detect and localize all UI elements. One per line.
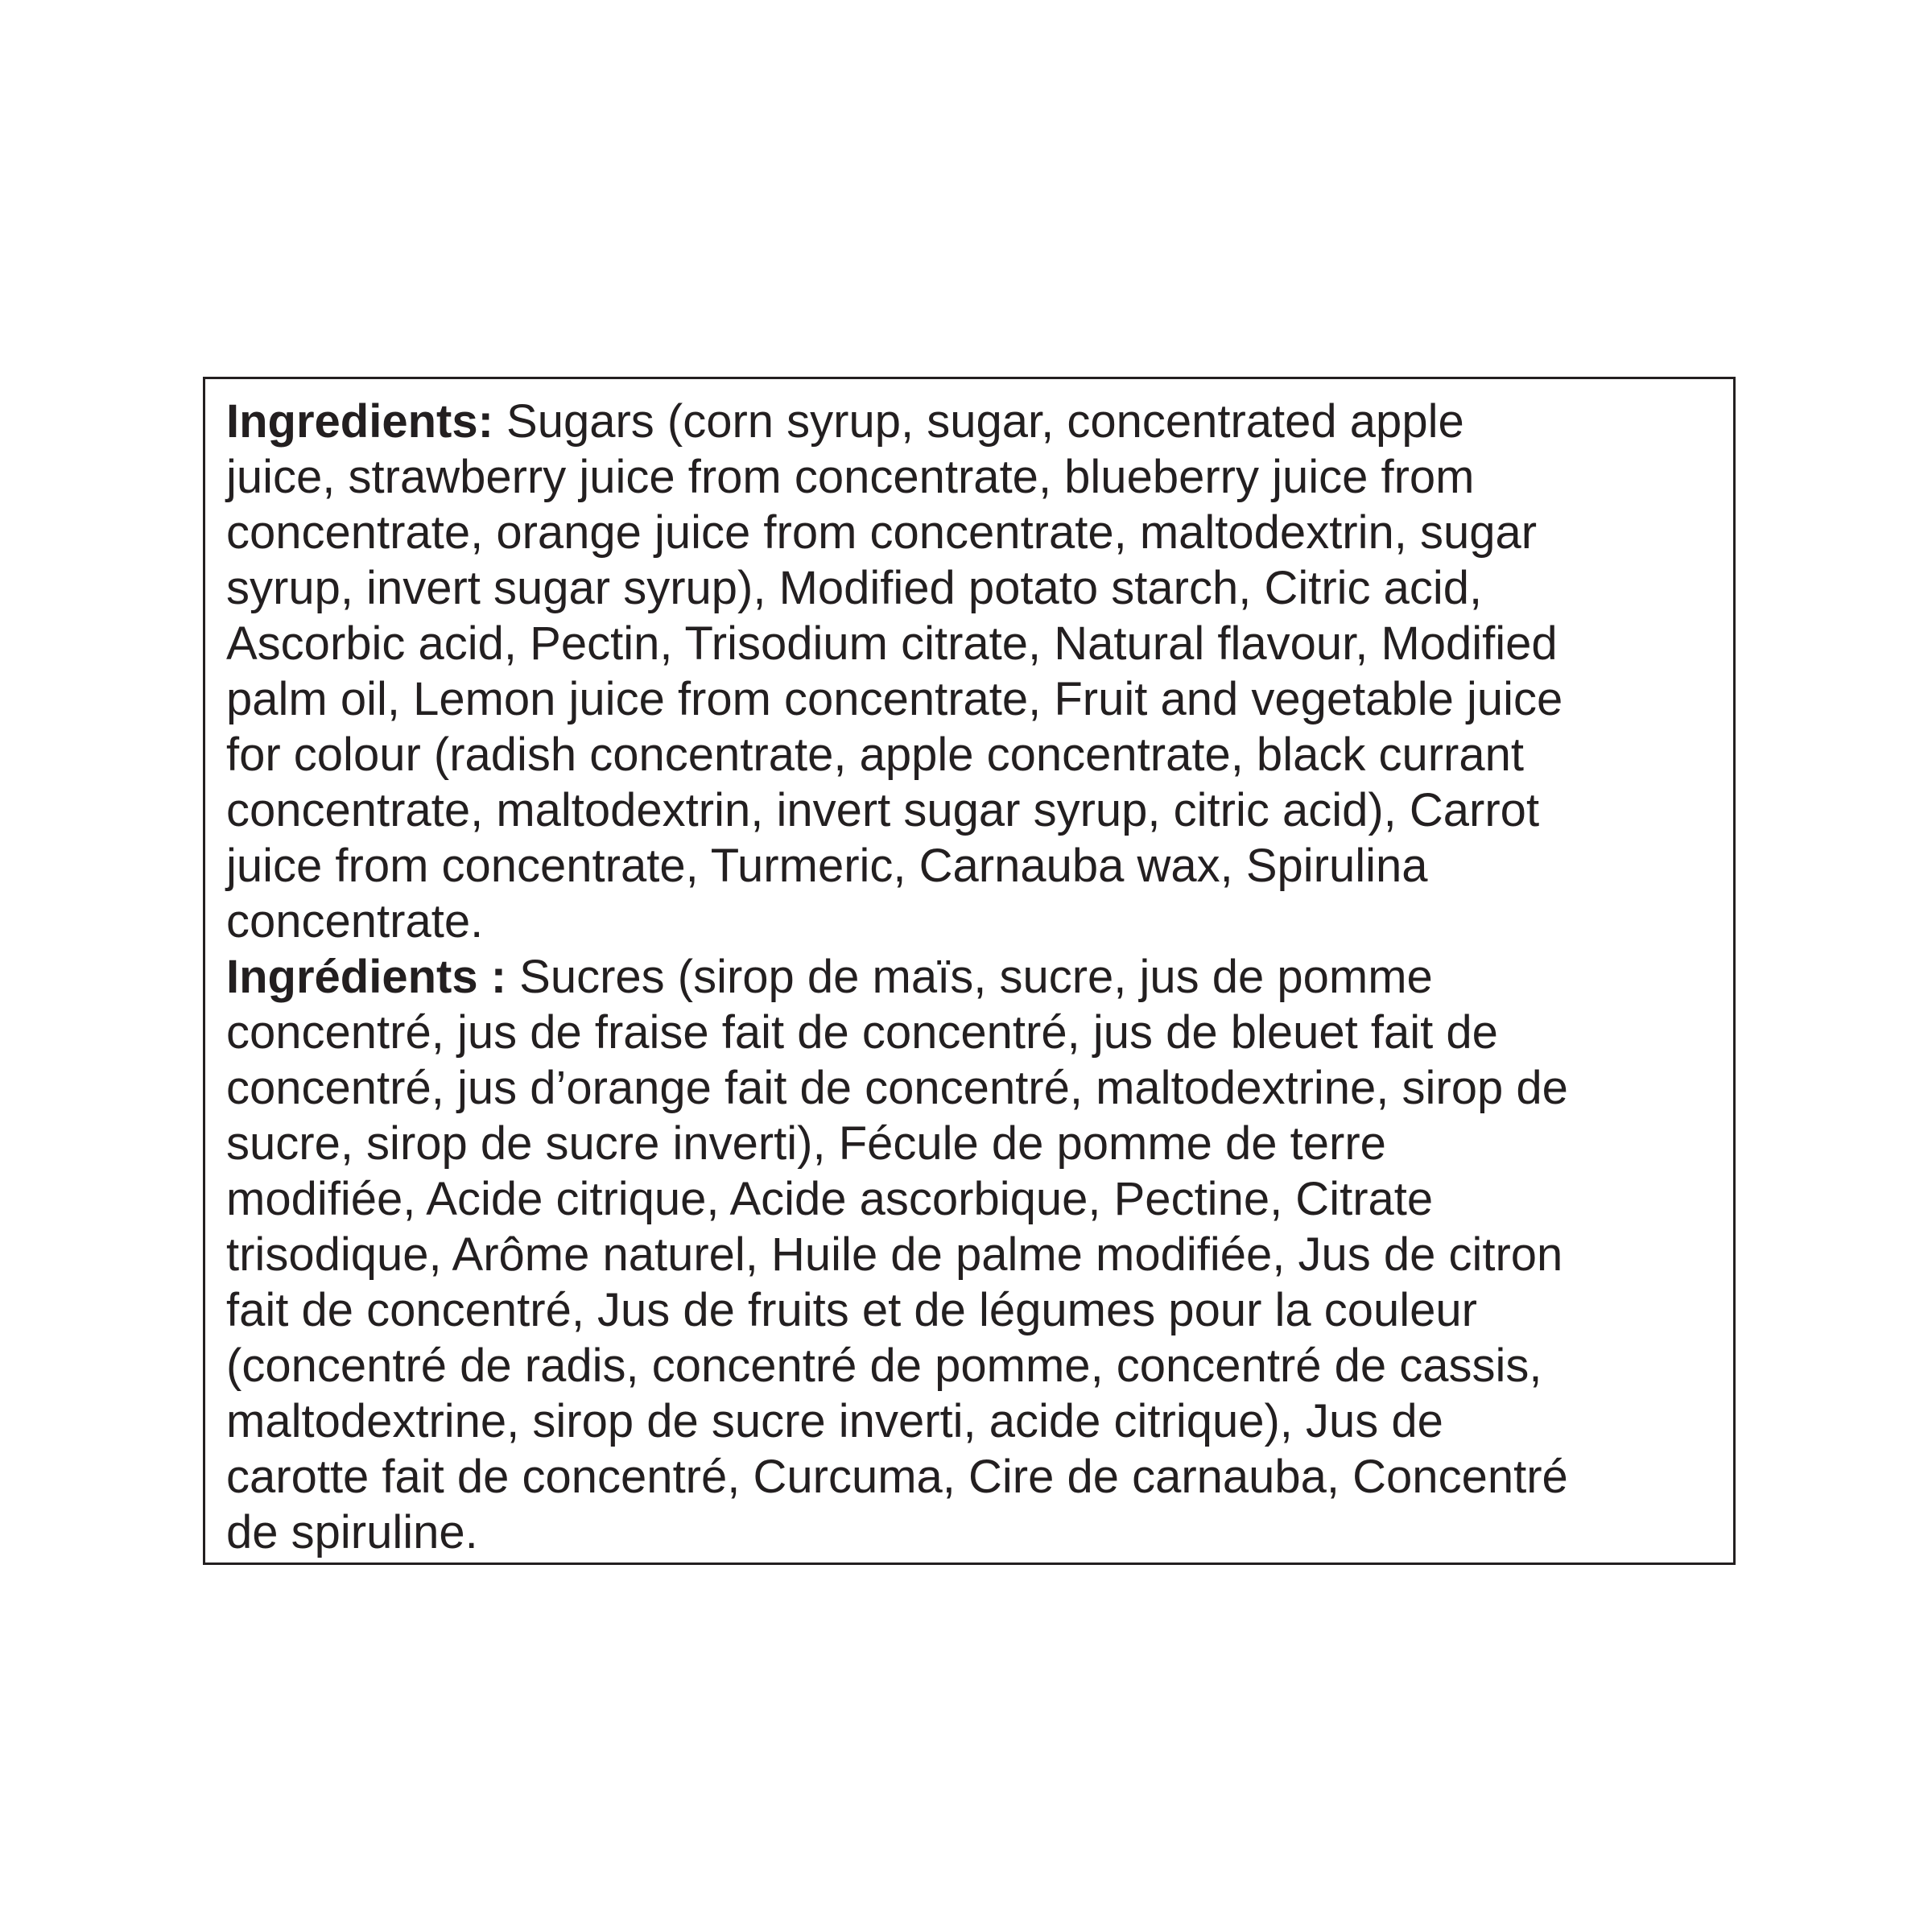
english-line-9: juice from concentrate, Turmeric, Carnauba wax, Spirulina: [226, 840, 1428, 892]
french-line-7: fait de concentré, Jus de fruits et de légumes pour la couleur: [226, 1284, 1477, 1336]
ingredients-english: [226, 394, 1706, 949]
english-line-1-text: Sugars (corn syrup, sugar, concentrated apple: [493, 395, 1464, 448]
ingredients-label-box: [203, 377, 1736, 1565]
english-line-10: concentrate.: [226, 895, 484, 947]
english-line-6: palm oil, Lemon juice from concentrate, Fruit and vegetable juice: [226, 673, 1563, 725]
french-line-3: concentré, jus d’orange fait de concentré, maltodextrine, sirop de: [226, 1062, 1568, 1114]
english-heading: Ingredients:: [226, 395, 493, 448]
english-line-8: concentrate, maltodextrin, invert sugar syrup, citric acid), Carrot: [226, 784, 1540, 836]
english-line-4: syrup, invert sugar syrup), Modified potato starch, Citric acid,: [226, 562, 1483, 614]
french-line-5: modifiée, Acide citrique, Acide ascorbique, Pectine, Citrate: [226, 1173, 1434, 1225]
ingredients-french: [226, 949, 1706, 1560]
french-line-2: concentré, jus de fraise fait de concentré, jus de bleuet fait de: [226, 1006, 1498, 1059]
french-heading: Ingrédients :: [226, 951, 507, 1003]
french-line-4: sucre, sirop de sucre inverti), Fécule de pomme de terre: [226, 1117, 1386, 1170]
french-line-1-text: Sucres (sirop de maïs, sucre, jus de pomme: [506, 951, 1433, 1003]
english-line-5: Ascorbic acid, Pectin, Trisodium citrate, Natural flavour, Modified: [226, 617, 1558, 670]
english-line-2: juice, strawberry juice from concentrate, blueberry juice from: [226, 451, 1475, 503]
french-line-10: carotte fait de concentré, Curcuma, Cire de carnauba, Concentré: [226, 1451, 1568, 1503]
french-line-1: [226, 949, 1706, 1005]
english-line-3: concentrate, orange juice from concentrate, maltodextrin, sugar: [226, 506, 1538, 559]
english-line-7: for colour (radish concentrate, apple concentrate, black currant: [226, 729, 1524, 781]
french-line-6: trisodique, Arôme naturel, Huile de palme modifiée, Jus de citron: [226, 1228, 1563, 1281]
english-line-1: [226, 394, 1706, 449]
french-line-8: (concentré de radis, concentré de pomme, concentré de cassis,: [226, 1340, 1542, 1392]
french-line-9: maltodextrine, sirop de sucre inverti, acide citrique), Jus de: [226, 1395, 1443, 1447]
french-line-11: de spiruline.: [226, 1506, 478, 1558]
